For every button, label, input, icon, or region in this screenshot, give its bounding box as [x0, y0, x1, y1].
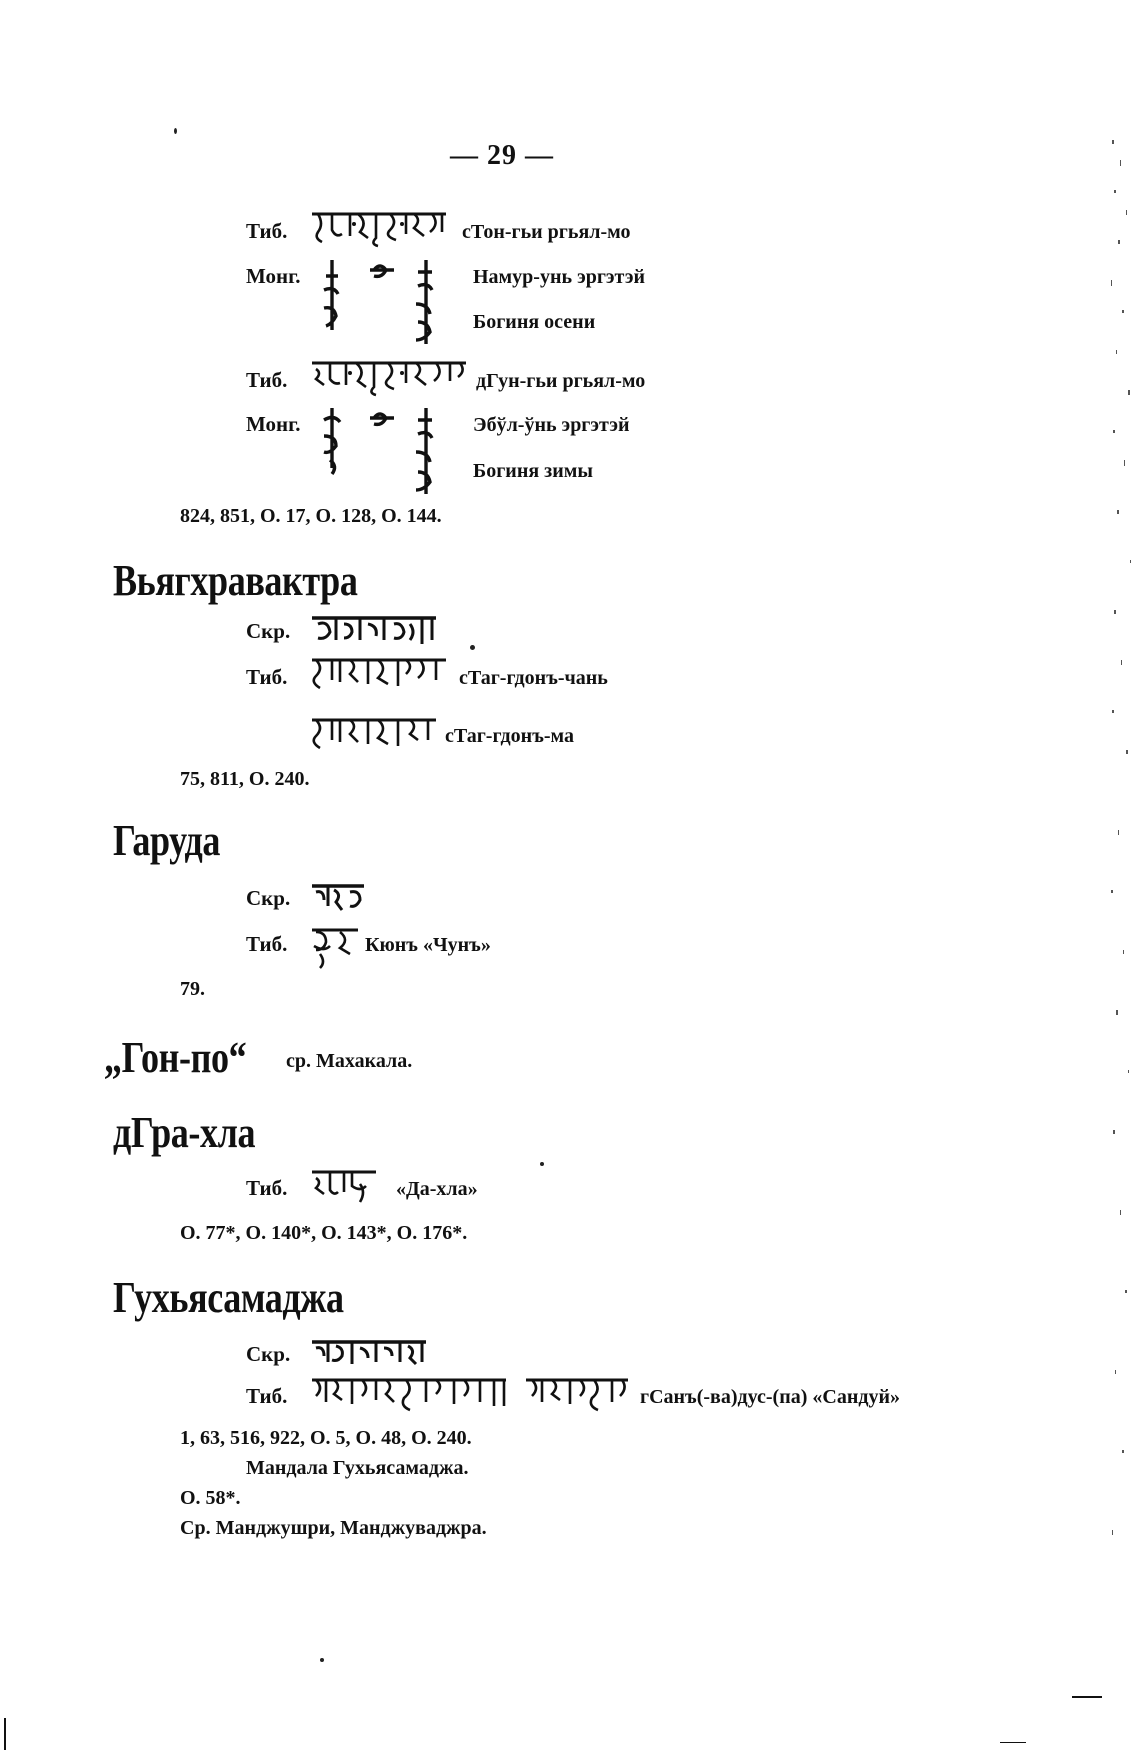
tib-transliteration: Кюнъ «Чунъ» — [365, 934, 491, 956]
reference-numbers: 1, 63, 516, 922, О. 5, О. 48, О. 240. — [180, 1427, 472, 1449]
devanagari-script-glyphs — [310, 880, 366, 916]
tibetan-script-glyphs — [310, 355, 470, 397]
entry-heading: дГра-хла — [113, 1108, 256, 1157]
mongolian-script-glyphs — [318, 256, 448, 346]
skr-label: Скр. — [246, 1342, 291, 1366]
tib-transliteration: сТаг-гдонъ-чань — [459, 667, 608, 689]
cross-reference: ср. Махакала. — [286, 1050, 413, 1072]
ink-speck — [540, 1162, 544, 1166]
mong-transliteration: Намур-унь эргэтэй — [473, 266, 646, 288]
entry-heading: Гухьясамаджа — [113, 1273, 344, 1322]
entry-heading: „Гон-по“ — [104, 1033, 247, 1082]
tib-label: Тиб. — [246, 665, 288, 689]
ink-speck — [320, 1658, 324, 1662]
tibetan-script-glyphs — [310, 1164, 380, 1210]
tib-transliteration: сТон-гьи ргьял-мо — [462, 221, 631, 243]
mongolian-script-glyphs — [318, 404, 448, 496]
tib-transliteration: сТаг-гдонъ-ма — [445, 725, 574, 747]
devanagari-script-glyphs — [310, 1336, 430, 1372]
mong-transliteration: Эбўл-ўнь эргэтэй — [473, 414, 630, 436]
scan-edge-mark — [1000, 1742, 1026, 1743]
tibetan-script-glyphs — [310, 924, 360, 970]
tibetan-script-glyphs — [310, 206, 450, 248]
reference-numbers: О. 77*, О. 140*, О. 143*, О. 176*. — [180, 1222, 468, 1244]
skr-label: Скр. — [246, 886, 291, 910]
mong-label: Монг. — [246, 412, 301, 436]
skr-label: Скр. — [246, 619, 291, 643]
tibetan-script-glyphs — [310, 652, 450, 696]
page-number: — 29 — — [450, 140, 554, 171]
tib-transliteration: «Да-хла» — [396, 1178, 478, 1200]
devanagari-script-glyphs — [310, 610, 450, 650]
tib-label: Тиб. — [246, 932, 288, 956]
tib-transliteration: дГун-гьи ргьял-мо — [476, 370, 646, 392]
tib-label: Тиб. — [246, 1384, 288, 1408]
tib-label: Тиб. — [246, 1176, 288, 1200]
entry-heading: Гаруда — [113, 816, 221, 865]
mandala-subentry: Мандала Гухьясамаджа. — [246, 1457, 469, 1479]
scan-edge-noise — [1108, 130, 1138, 1580]
tib-label: Тиб. — [246, 368, 288, 392]
reference-numbers: 824, 851, О. 17, О. 128, О. 144. — [180, 505, 442, 527]
scan-edge-mark — [1072, 1696, 1102, 1698]
ink-speck — [470, 645, 475, 650]
reference-numbers: 75, 811, О. 240. — [180, 768, 310, 790]
gloss-winter-goddess: Богиня зимы — [473, 460, 593, 482]
reference-numbers: 79. — [180, 978, 205, 1000]
see-also-reference: Ср. Манджушри, Манджуваджра. — [180, 1517, 487, 1539]
scan-edge-mark — [4, 1718, 6, 1750]
mong-label: Монг. — [246, 264, 301, 288]
tib-label: Тиб. — [246, 219, 288, 243]
tibetan-script-glyphs — [310, 1372, 630, 1418]
tibetan-script-glyphs — [310, 712, 440, 756]
gloss-autumn-goddess: Богиня осени — [473, 311, 596, 333]
reference-numbers: О. 58*. — [180, 1487, 241, 1509]
tib-transliteration: гСанъ(-ва)дус-(па) «Сандуй» — [640, 1386, 900, 1408]
ink-speck — [174, 128, 177, 134]
entry-heading: Вьягхравактра — [113, 556, 358, 605]
